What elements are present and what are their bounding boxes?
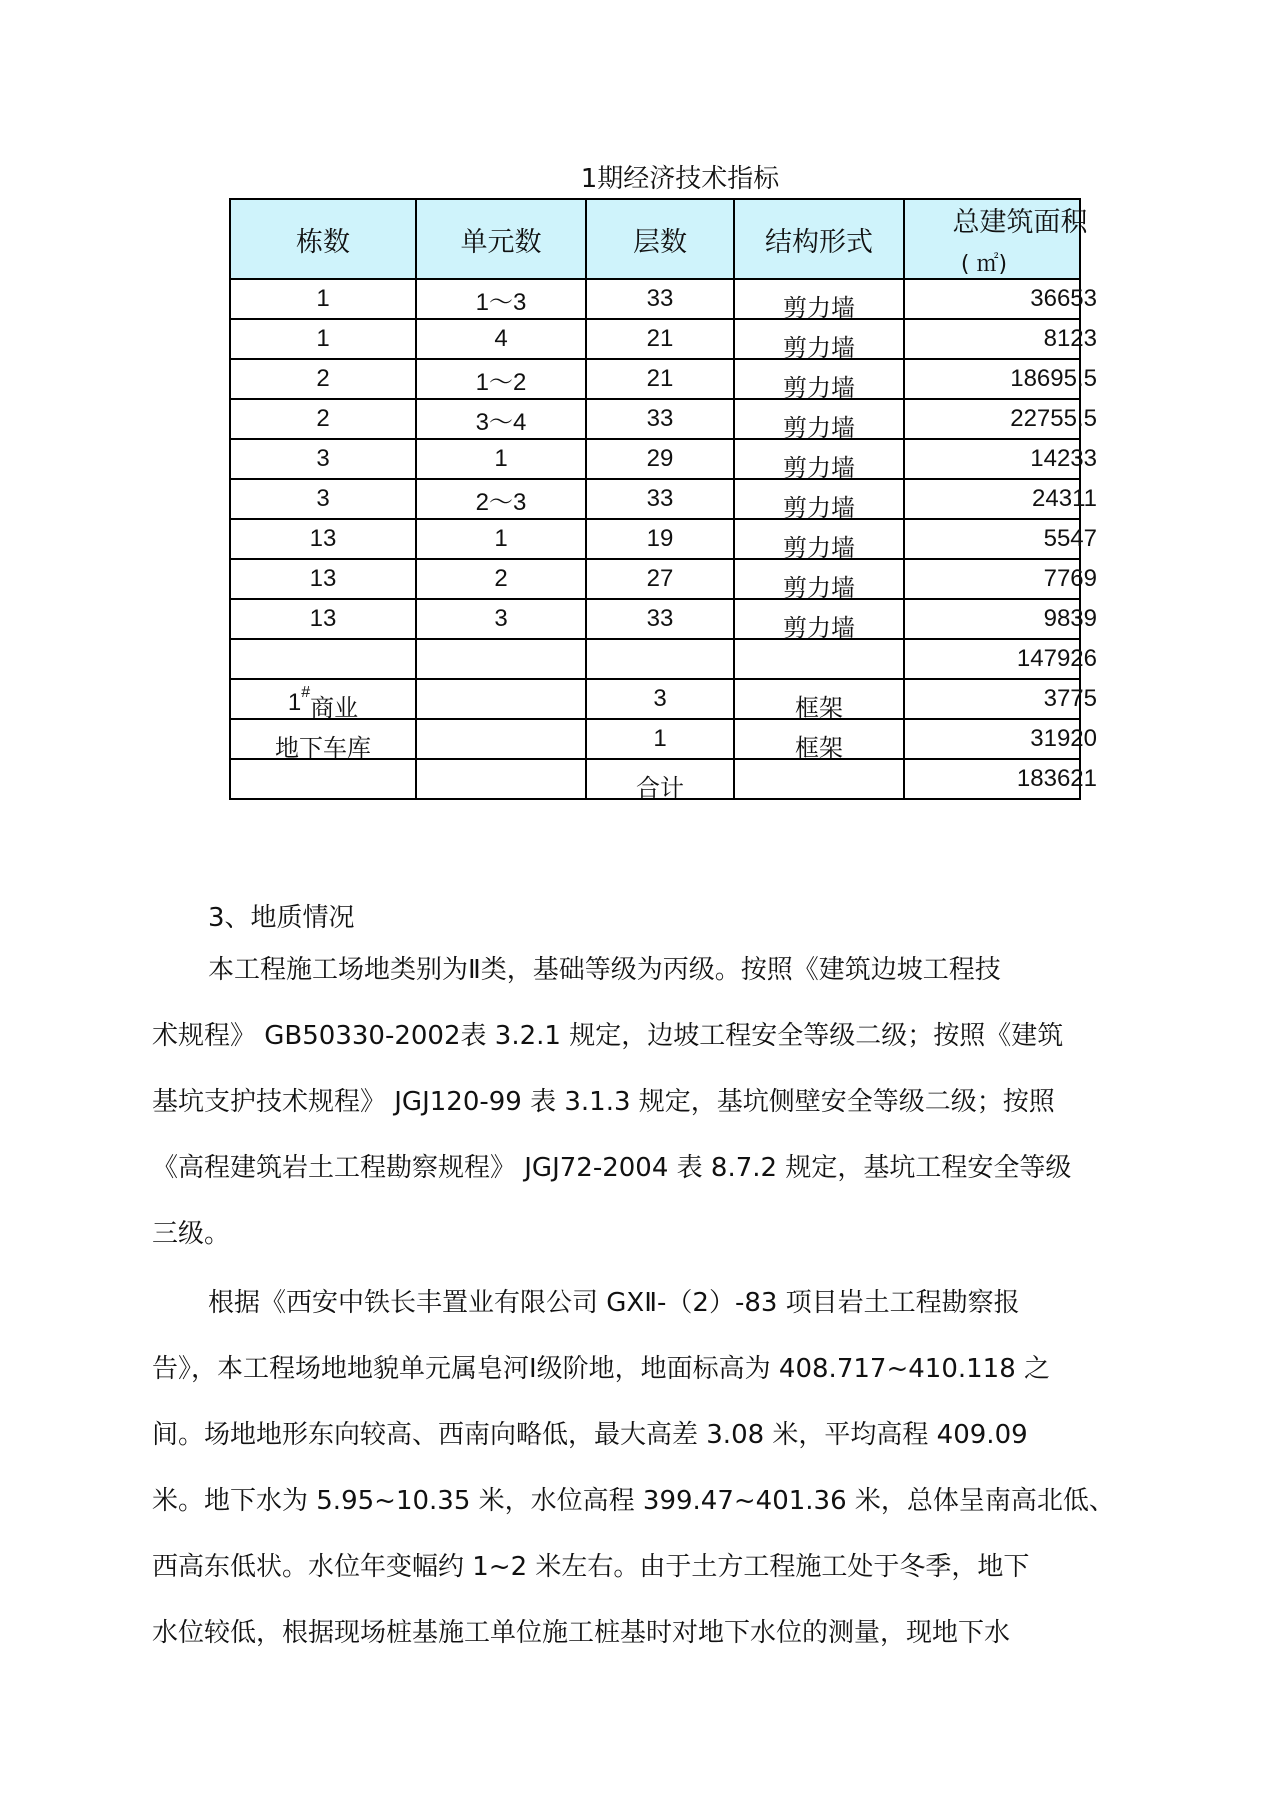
cell-unit: 3～4 xyxy=(416,399,586,439)
cell-structure-text: 剪力墙 xyxy=(783,453,855,482)
cell-floors: 27 xyxy=(586,559,734,599)
cell-building: 13 xyxy=(230,559,416,599)
paragraph-line: 告》，本工程场地地貌单元属皂河Ⅰ级阶地，地面标高为 408.717~410.118 之 xyxy=(152,1354,1051,1384)
table-header-row xyxy=(230,199,1080,279)
header-area-label: 总建筑面积 xyxy=(952,207,1088,238)
cell-unit: 1 xyxy=(416,519,586,559)
cell-unit: 3 xyxy=(416,599,586,639)
table-row xyxy=(230,599,1080,639)
paragraph-standards xyxy=(152,950,1152,1280)
paragraph-line: 基坑支护技术规程》 JGJ120-99 表 3.1.3 规定，基坑侧壁安全等级二级；按照 xyxy=(152,1087,1055,1117)
paragraph-line: 《高程建筑岩土工程勘察规程》 JGJ72-2004 表 8.7.2 规定，基坑工程安全等级 xyxy=(152,1153,1072,1183)
cell-area xyxy=(904,279,1097,319)
paragraph-line: 水位较低，根据现场桩基施工单位施工桩基时对地下水位的测量，现地下水 xyxy=(152,1618,1011,1648)
cell-building xyxy=(230,759,416,799)
cell-area xyxy=(904,559,1097,599)
cell-structure-text: 剪力墙 xyxy=(783,573,855,602)
paragraph-geology xyxy=(152,1283,1152,1679)
cell-unit: 1～2 xyxy=(416,359,586,399)
cell-floors: 33 xyxy=(586,279,734,319)
cell-structure xyxy=(734,439,904,482)
cell-building xyxy=(230,679,416,722)
cell-building: 3 xyxy=(230,439,416,479)
header-floors: 层数 xyxy=(586,199,734,279)
cell-unit xyxy=(416,639,586,679)
header-area-unit: ( ㎡) xyxy=(960,252,1008,277)
cell-structure-text: 剪力墙 xyxy=(783,533,855,562)
cell-building xyxy=(230,639,416,679)
table-row xyxy=(230,319,1080,359)
cell-building: 2 xyxy=(230,399,416,439)
cell-floors: 21 xyxy=(586,359,734,399)
cell-floors: 19 xyxy=(586,519,734,559)
table-row xyxy=(230,359,1080,399)
commercial-number: 1 xyxy=(287,688,302,716)
table-row xyxy=(230,279,1080,319)
cell-area xyxy=(904,479,1097,519)
cell-structure-text: 框架 xyxy=(795,693,843,722)
cell-area-value: 9839 xyxy=(1043,605,1097,632)
total-label: 合计 xyxy=(636,773,684,802)
paragraph-line: 术规程》 GB50330-2002表 3.2.1 规定，边坡工程安全等级二级；按照《建筑 xyxy=(152,1021,1064,1051)
cell-structure-text: 剪力墙 xyxy=(783,413,855,442)
paragraph-line: 三级。 xyxy=(152,1219,231,1249)
cell-structure-text: 剪力墙 xyxy=(783,293,855,322)
paragraph-line: 根据《西安中铁长丰置业有限公司 GXⅡ-（2）-83 项目岩土工程勘察报 xyxy=(208,1288,1020,1318)
cell-floors: 21 xyxy=(586,319,734,359)
cell-floors xyxy=(586,639,734,679)
cell-area-value: 5547 xyxy=(1043,525,1097,552)
cell-floors: 1 xyxy=(586,719,734,759)
cell-unit: 2～3 xyxy=(416,479,586,519)
commercial-suffix: 商业 xyxy=(310,693,359,722)
cell-area xyxy=(904,759,1097,799)
header-unit: 单元数 xyxy=(416,199,586,279)
cell-area xyxy=(904,679,1097,719)
header-structure: 结构形式 xyxy=(734,199,904,279)
cell-structure xyxy=(734,319,904,362)
paragraph-line: 米。地下水为 5.95~10.35 米，水位高程 399.47~401.36 米，总体呈南高北低、 xyxy=(152,1486,1115,1516)
cell-structure xyxy=(734,519,904,562)
cell-unit: 1 xyxy=(416,439,586,479)
cell-area xyxy=(904,319,1097,359)
cell-area-value: 7769 xyxy=(1043,565,1097,592)
cell-unit xyxy=(416,759,586,799)
table-row-subtotal xyxy=(230,639,1080,679)
cell-building xyxy=(230,719,416,762)
total-area-value: 183621 xyxy=(1016,765,1097,792)
cell-structure-text: 剪力墙 xyxy=(783,613,855,642)
cell-building: 1 xyxy=(230,279,416,319)
cell-structure xyxy=(734,599,904,642)
cell-structure xyxy=(734,479,904,522)
commercial-label xyxy=(287,682,359,722)
table-row xyxy=(230,559,1080,599)
cell-floors: 33 xyxy=(586,479,734,519)
cell-area-value: 18695.5 xyxy=(1010,365,1097,392)
cell-area-value: 14233 xyxy=(1030,445,1097,472)
cell-area-value: 22755.5 xyxy=(1010,405,1097,432)
cell-floors: 29 xyxy=(586,439,734,479)
cell-area-value: 147926 xyxy=(1016,645,1097,672)
cell-building: 13 xyxy=(230,599,416,639)
cell-floors: 3 xyxy=(586,679,734,719)
cell-structure-text: 剪力墙 xyxy=(783,493,855,522)
cell-area-value: 8123 xyxy=(1043,325,1097,352)
header-building: 栋数 xyxy=(230,199,416,279)
table-row xyxy=(230,439,1080,479)
cell-unit xyxy=(416,679,586,719)
paragraph-line: 本工程施工场地类别为Ⅱ类，基础等级为丙级。按照《建筑边坡工程技 xyxy=(208,955,1001,985)
table-row-commercial xyxy=(230,679,1080,719)
table-row-total xyxy=(230,759,1080,799)
garage-label: 地下车库 xyxy=(275,733,371,762)
cell-floors xyxy=(586,759,734,802)
paragraph-line: 间。场地地形东向较高、西南向略低，最大高差 3.08 米，平均高程 409.09 xyxy=(152,1420,1028,1450)
cell-structure-text: 剪力墙 xyxy=(783,333,855,362)
cell-area-value: 36653 xyxy=(1030,285,1097,312)
cell-area xyxy=(904,719,1097,759)
cell-area xyxy=(904,599,1097,639)
economic-indicators-table xyxy=(229,198,1097,802)
cell-building: 2 xyxy=(230,359,416,399)
cell-area-value: 24311 xyxy=(1032,485,1097,512)
cell-unit: 4 xyxy=(416,319,586,359)
commercial-hash: # xyxy=(301,683,311,701)
paragraph-line: 西高东低状。水位年变幅约 1~2 米左右。由于土方工程施工处于冬季，地下 xyxy=(152,1552,1030,1582)
table-title: 1期经济技术指标 xyxy=(580,164,780,194)
cell-area xyxy=(904,519,1097,559)
cell-area xyxy=(904,639,1097,679)
cell-area xyxy=(904,399,1097,439)
cell-area xyxy=(904,439,1097,479)
cell-structure xyxy=(734,719,904,762)
cell-structure xyxy=(734,759,904,799)
section-heading: 3、地质情况 xyxy=(208,903,355,933)
cell-structure xyxy=(734,399,904,442)
cell-structure-text: 剪力墙 xyxy=(783,373,855,402)
cell-structure xyxy=(734,679,904,722)
cell-structure xyxy=(734,359,904,402)
cell-structure xyxy=(734,639,904,679)
cell-area-value: 3775 xyxy=(1043,685,1097,712)
cell-structure xyxy=(734,279,904,322)
cell-area xyxy=(904,359,1097,399)
cell-building: 3 xyxy=(230,479,416,519)
cell-unit: 2 xyxy=(416,559,586,599)
cell-area-value: 31920 xyxy=(1030,725,1097,752)
table-row xyxy=(230,519,1080,559)
cell-building: 13 xyxy=(230,519,416,559)
cell-building: 1 xyxy=(230,319,416,359)
cell-unit: 1～3 xyxy=(416,279,586,319)
cell-floors: 33 xyxy=(586,599,734,639)
header-area xyxy=(904,199,1088,279)
table-row-garage xyxy=(230,719,1080,759)
table-row xyxy=(230,399,1080,439)
cell-structure-text: 框架 xyxy=(795,733,843,762)
cell-floors: 33 xyxy=(586,399,734,439)
cell-unit xyxy=(416,719,586,759)
cell-structure xyxy=(734,559,904,602)
table-row xyxy=(230,479,1080,519)
